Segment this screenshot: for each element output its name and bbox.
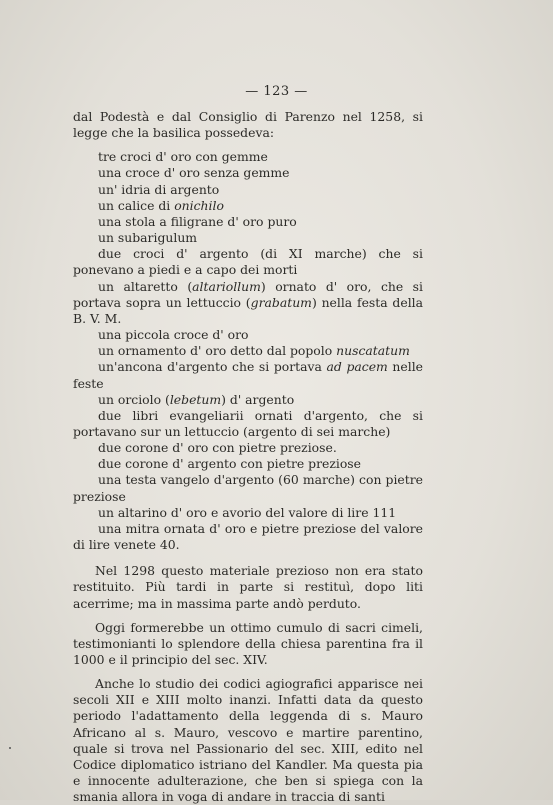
item-text: due croci d' argento (di XI marche) che si ponevano a piedi e a capo dei morti	[73, 246, 423, 278]
paragraph: Oggi formerebbe un ottimo cumulo di sacri cimeli, testimonianti lo splendore della chiesa parentina fra il 1000 e il principio del sec. XIV.	[73, 619, 423, 667]
item-italic-term: grabatum	[250, 294, 312, 310]
inventory-item	[73, 165, 423, 181]
item-text: due corone d' argento con pietre preziose	[98, 456, 361, 472]
item-text: un'ancona d'argento che si portava	[98, 359, 327, 375]
paragraph: Nel 1298 questo materiale prezioso non era stato restituito. Più tardi in parte si restituì, dopo liti acerrime; ma in massima parte andò perduto.	[73, 563, 423, 611]
inventory-item	[73, 359, 423, 391]
item-italic-term: lebetum	[169, 391, 222, 407]
item-text: un calice di	[98, 197, 175, 213]
inventory-item	[73, 343, 423, 359]
item-text: due corone d' oro con pietre preziose.	[98, 440, 337, 456]
item-text: una stola a filigrane d' oro puro	[98, 213, 297, 229]
item-text: ) d' argento	[221, 391, 295, 407]
item-text: ) nella festa della B. V. M.	[73, 294, 424, 326]
item-text: tre croci d' oro con gemme	[98, 149, 268, 165]
item-text: ) ornato d' oro, che si portava sopra un lettuccio (	[73, 278, 423, 310]
item-italic-term: onichilo	[174, 197, 224, 213]
inventory-item	[73, 182, 423, 198]
item-text: un orciolo (	[98, 391, 170, 407]
item-text: una testa vangelo d'argento (60 marche) con pietre preziose	[73, 472, 423, 504]
inventory-item	[73, 246, 423, 278]
inventory-item	[73, 198, 423, 214]
inventory-list	[73, 149, 423, 553]
inventory-item	[73, 149, 423, 165]
item-text: un altaretto (	[98, 278, 193, 294]
inventory-item	[73, 440, 423, 456]
page-body	[73, 109, 423, 805]
inventory-item	[73, 230, 423, 246]
item-text: due libri evangeliarii ornati d'argento, che si portavano sur un lettuccio (argento di sei marche)	[73, 407, 423, 439]
inventory-item	[73, 408, 423, 440]
item-text: un subarigulum	[98, 230, 198, 246]
inventory-item	[73, 392, 423, 408]
inventory-item	[73, 472, 423, 504]
item-italic-term: nuscatatum	[336, 343, 410, 359]
item-text: nelle feste	[73, 359, 423, 391]
item-text: una mitra ornata d' oro e pietre preziose del valore di lire venete 40.	[73, 520, 423, 553]
item-text: una piccola croce d' oro	[98, 327, 249, 343]
inventory-item	[73, 456, 423, 472]
item-italic-term: ad pacem	[326, 359, 388, 375]
inventory-item	[73, 214, 423, 230]
inventory-item	[73, 505, 423, 521]
item-text: un' idria di argento	[98, 181, 220, 197]
item-text: una croce d' oro senza gemme	[98, 165, 290, 181]
paragraph: Anche lo studio dei codici agiografici apparisce nei secoli XII e XIII molto inanzi. Infatti data da questo periodo l'adattamento della leggenda di s. Mauro Africano al s. Mauro, vescovo e martire parentino, quale si trova nel Passionario del sec. XIII, edito nel Codice diplomatico istriano del Kandler. Ma questa pia e innocente adulterazione, che ben si spiega con la smania allora in voga di andare in traccia di santi	[73, 676, 423, 805]
inventory-item	[73, 521, 423, 553]
item-italic-term: altariollum	[192, 278, 261, 294]
item-text: un ornamento d' oro detto dal popolo	[98, 343, 337, 359]
inventory-item	[73, 279, 423, 327]
intro-paragraph: dal Podestà e dal Consiglio di Parenzo nel 1258, si legge che la basilica possedeva:	[73, 109, 423, 141]
paper-speck	[9, 747, 11, 749]
inventory-item	[73, 327, 423, 343]
page-number: — 123 —	[245, 84, 308, 99]
item-text: un altarino d' oro e avorio del valore di lire 111	[98, 504, 397, 520]
